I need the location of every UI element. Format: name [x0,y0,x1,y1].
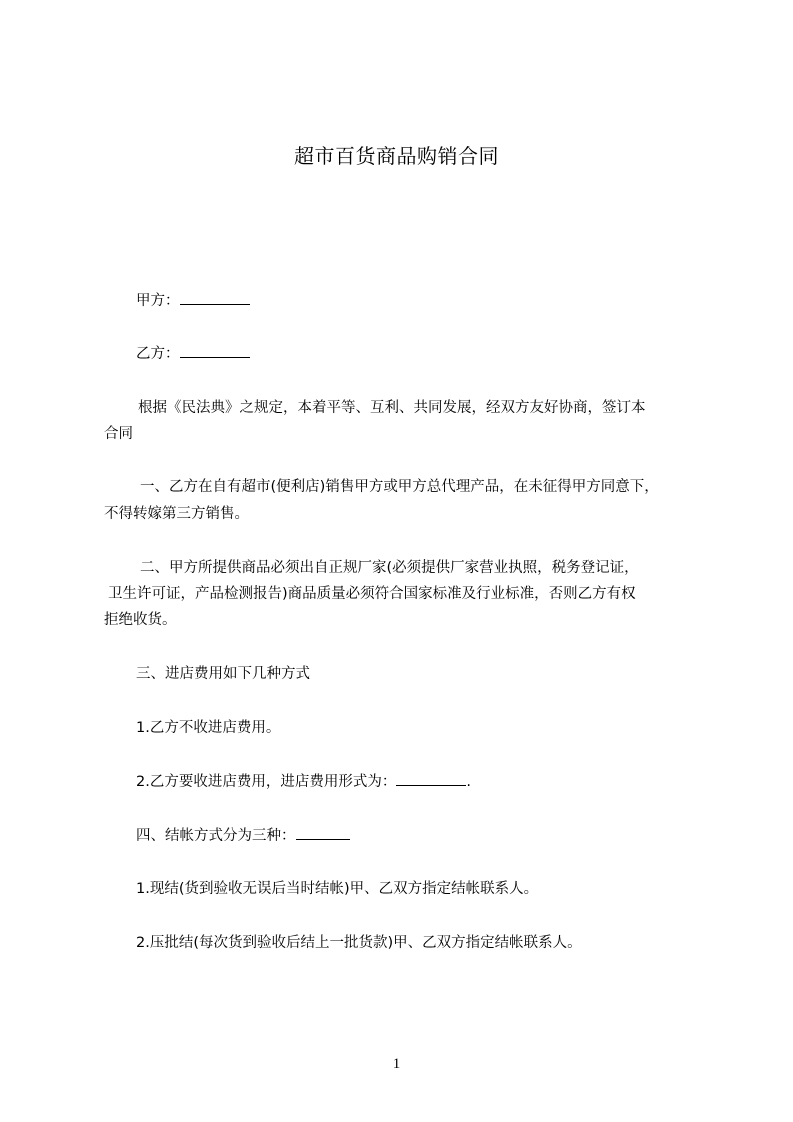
clause1-line-2: 不得转嫁第三方销售。 [104,506,249,522]
party-a-blank [180,290,250,305]
clause3-item-2-suffix: . [466,774,471,790]
clause4-heading-blank [296,825,350,840]
clause2-line-1: 二、甲方所提供商品必须出自正规厂家(必须提供厂家营业执照，税务登记证， [140,560,639,576]
clause3-item-1: 1.乙方不收进店费用。 [136,720,281,736]
clause3-item-2 [136,769,736,795]
party-b-label: 乙方： [136,346,180,362]
clause3-heading: 三、进店费用如下几种方式 [136,666,310,682]
clause1-line-1: 一、乙方在自有超市(便利店)销售甲方或甲方总代理产品，在未征得甲方同意下， [140,479,659,495]
party-b-blank [180,343,250,358]
preamble-line-2: 合同 [104,426,133,442]
clause4-heading-text: 四、结帐方式分为三种： [136,828,296,844]
clause3-item-2-blank [396,771,466,786]
preamble-line-1: 根据《民法典》之规定，本着平等、互利、共同发展，经双方友好协商，签订本 [138,400,646,416]
clause2-line-3: 拒绝收货。 [104,612,177,628]
clause4-item-1: 1.现结(货到验收无误后当时结帐)甲、乙双方指定结帐联系人。 [136,881,539,897]
party-a-line [136,288,736,314]
party-b-line [136,341,736,367]
clause3-item-2-text: 2.乙方要收进店费用，进店费用形式为： [136,774,397,790]
party-a-label: 甲方： [136,293,180,309]
clause4-heading [136,823,736,849]
document-title: 超市百货商品购销合同 [294,144,499,168]
page-number: 1 [392,1056,401,1072]
clause2-line-2: 卫生许可证，产品检测报告)商品质量必须符合国家标准及行业标准，否则乙方有权 [108,586,636,602]
clause4-item-2: 2.压批结(每次货到验收后结上一批货款)甲、乙双方指定结帐联系人。 [136,935,582,951]
